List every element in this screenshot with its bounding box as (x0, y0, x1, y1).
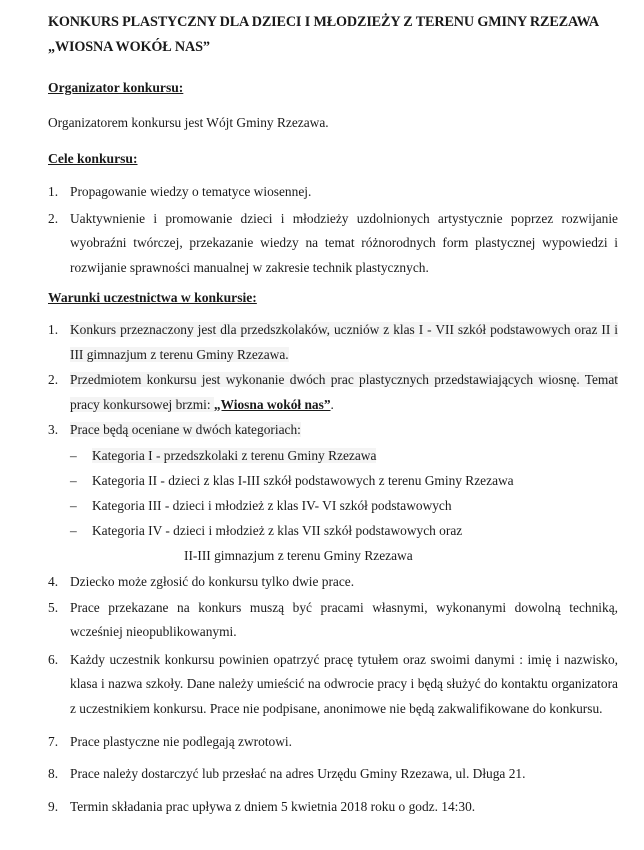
item-number: 6. (48, 651, 59, 667)
contest-theme: „Wiosna wokół nas” (213, 396, 331, 412)
item-number: 9. (48, 798, 59, 814)
item-text: Propagowanie wiedzy o tematyce wiosennej. (70, 184, 312, 199)
item-number: 1. (48, 322, 59, 337)
list-item (48, 368, 618, 417)
list-item (48, 318, 618, 367)
goals-heading: Cele konkursu: (48, 151, 138, 166)
category-item (70, 518, 618, 543)
item-text: Prace przekazane na konkurs muszą być pracami własnymi, wykonanymi dowolną techniką, wcześniej nieopublikowanymi. (70, 599, 618, 640)
title-line-2: „WIOSNA WOKÓŁ NAS” (48, 39, 210, 55)
conditions-list (48, 318, 618, 819)
dash-bullet-icon: – (70, 522, 77, 538)
list-item (48, 762, 618, 787)
category-continuation: II-III gimnazjum z terenu Gminy Rzezawa (184, 547, 413, 563)
organizer-heading: Organizator konkursu: (48, 80, 184, 95)
item-text: Każdy uczestnik konkursu powinien opatrzyć pracę tytułem oraz swoimi danymi : imię i nazwisko, klasa i nazwa szkoły. Dane należy umieścić na odwrocie pracy i będą służyć do kontaktu organizatora z uczestnikiem konkursu. Prace nie podpisane, anonimowe nie będą zakwalifikowane do konkursu. (70, 651, 618, 716)
document-title (48, 10, 599, 60)
organizer-text: Organizatorem konkursu jest Wójt Gminy Rzezawa. (48, 115, 329, 130)
list-item (48, 180, 618, 205)
list-item (48, 648, 618, 722)
item-number: 3. (48, 422, 59, 438)
category-text: Kategoria III - dzieci i młodzież z klas IV- VI szkół podstawowych (92, 497, 452, 513)
item-text: Przedmiotem konkursu jest wykonanie dwóch prac plastycznych przedstawiających wiosnę. Temat pracy konkursowej brzmi: (70, 372, 618, 412)
category-item (70, 493, 618, 518)
conditions-heading: Warunki uczestnictwa w konkursie: (48, 290, 257, 305)
title-line-1: KONKURS PLASTYCZNY DLA DZIECI I MŁODZIEŻY Z TERENU GMINY RZEZAWA (48, 14, 600, 30)
item-number: 7. (48, 733, 59, 749)
category-text: Kategoria II - dzieci z klas I-III szkół podstawowych z terenu Gminy Rzezawa (92, 472, 514, 488)
item-number: 4. (48, 573, 59, 589)
category-item (70, 468, 618, 493)
category-text: Kategoria I - przedszkolaki z terenu Gminy Rzezawa (92, 447, 377, 463)
dash-bullet-icon: – (70, 497, 77, 513)
item-text: Konkurs przeznaczony jest dla przedszkolaków, uczniów z klas I - VII szkół podstawowych oraz II i III gimnazjum z terenu Gminy Rzezawa. (70, 322, 618, 362)
item-number: 1. (48, 184, 59, 199)
dash-bullet-icon: – (70, 447, 77, 463)
item-text: Prace będą oceniane w dwóch kategoriach: (70, 422, 301, 438)
item-text: Termin składania prac upływa z dniem 5 kwietnia 2018 roku o godz. 14:30. (70, 798, 476, 814)
list-item (48, 207, 618, 281)
list-item (48, 418, 618, 568)
item-text: Prace należy dostarczyć lub przesłać na adres Urzędu Gminy Rzezawa, ul. Długa 21. (70, 766, 526, 782)
list-item (48, 596, 618, 645)
item-suffix: . (330, 396, 334, 412)
item-number: 5. (48, 599, 59, 615)
category-item (70, 443, 618, 468)
item-text: Dziecko może zgłosić do konkursu tylko dwie prace. (70, 573, 355, 589)
item-number: 2. (48, 372, 59, 388)
list-item (48, 570, 618, 595)
item-number: 8. (48, 766, 59, 782)
item-text: Prace plastyczne nie podlegają zwrotowi. (70, 733, 292, 749)
category-text: Kategoria IV - dzieci i młodzież z klas VII szkół podstawowych oraz (92, 522, 463, 538)
list-item (48, 795, 618, 820)
item-text: Uaktywnienie i promowanie dzieci i młodzieży uzdolnionych artystycznie poprzez rozwijanie wyobraźni twórczej, przekazanie wiedzy na temat różnorodnych form plastycznej wypowiedzi i rozwijanie sprawności manualnej w zakresie technik plastycznych. (70, 210, 618, 275)
goals-list (48, 180, 618, 280)
dash-bullet-icon: – (70, 472, 77, 488)
categories-list (70, 443, 618, 543)
item-number: 2. (48, 210, 59, 226)
list-item (48, 730, 618, 755)
